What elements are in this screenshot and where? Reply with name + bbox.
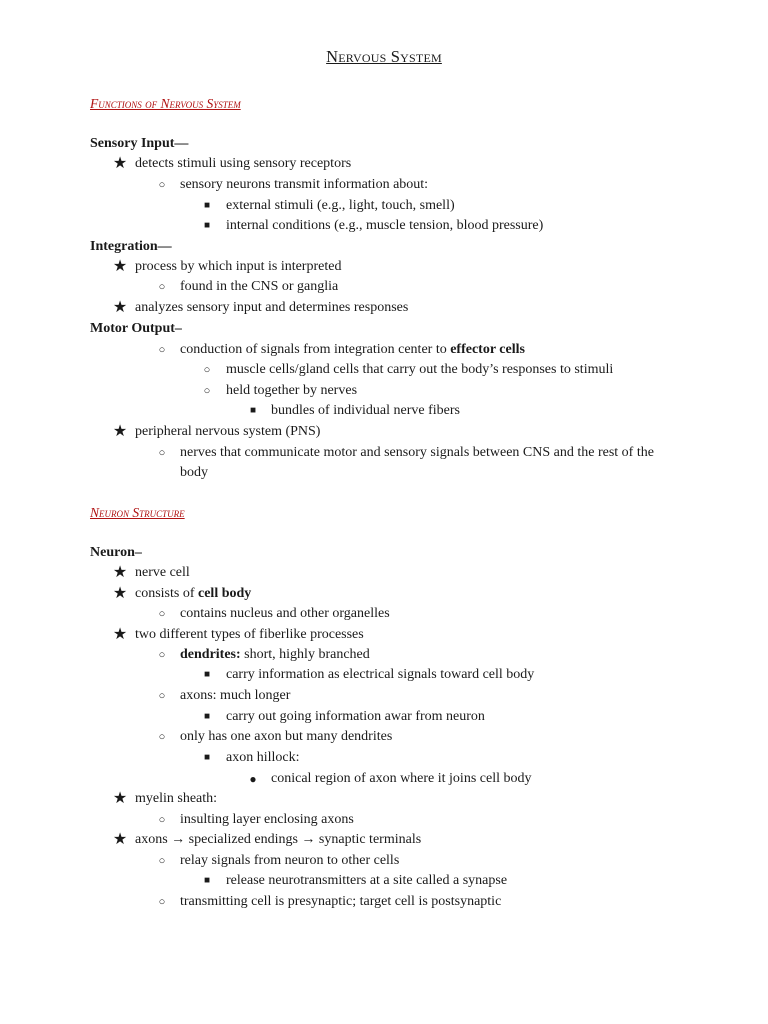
star-bullet-icon: ★ [112,564,128,581]
square-bullet-icon: ■ [203,875,211,886]
star-bullet-icon: ★ [112,299,128,316]
circle-bullet-icon: ○ [203,364,211,376]
section-heading-functions: Functions of Nervous System [90,96,241,111]
cell-body-term: cell body [198,586,252,601]
list-item: bundles of individual nerve fibers [271,403,460,418]
neuron-heading: Neuron– [90,545,142,560]
section-heading-neuron: Neuron Structure [90,505,185,520]
list-item: nerves that communicate motor and sensory signals between CNS and the rest of the body [180,445,654,480]
list-item: conical region of axon where it joins cell body [271,771,532,786]
circle-bullet-icon: ○ [158,344,166,356]
motor-output-heading: Motor Output– [90,321,182,336]
dot-bullet-icon: ● [249,772,257,786]
list-item [135,584,251,604]
effector-cells-term: effector cells [450,342,525,357]
list-item-text: consists of [135,586,198,601]
list-item: found in the CNS or ganglia [180,279,339,294]
list-item: internal conditions (e.g., muscle tension, blood pressure) [226,218,544,233]
list-item: nerve cell [135,565,190,580]
list-item: axons → specialized endings → synaptic terminals [135,832,422,847]
star-bullet-icon: ★ [112,585,128,602]
list-item: held together by nerves [226,383,358,398]
star-bullet-icon: ★ [112,258,128,275]
list-item: analyzes sensory input and determines responses [135,300,409,315]
list-item: muscle cells/gland cells that carry out the body’s responses to stimuli [226,362,614,377]
circle-bullet-icon: ○ [158,179,166,191]
list-item-text: conduction of signals from integration center to [180,342,451,357]
list-item [180,645,370,665]
integration-heading: Integration— [90,239,172,254]
list-item-text: short, highly branched [240,647,370,662]
circle-bullet-icon: ○ [158,649,166,661]
circle-bullet-icon: ○ [158,447,166,459]
square-bullet-icon: ■ [203,220,211,231]
list-item: contains nucleus and other organelles [180,606,390,621]
list-item: peripheral nervous system (PNS) [135,424,321,439]
list-item: sensory neurons transmit information about: [180,177,429,192]
list-item: detects stimuli using sensory receptors [135,156,352,171]
list-item: carry information as electrical signals toward cell body [226,667,535,682]
list-item: axons: much longer [180,688,291,703]
square-bullet-icon: ■ [249,405,257,416]
list-item [180,340,525,360]
list-item: transmitting cell is presynaptic; target cell is postsynaptic [180,894,502,909]
circle-bullet-icon: ○ [158,690,166,702]
circle-bullet-icon: ○ [158,896,166,908]
list-item: myelin sheath: [135,791,218,806]
list-item: only has one axon but many dendrites [180,729,393,744]
circle-bullet-icon: ○ [158,814,166,826]
circle-bullet-icon: ○ [158,608,166,620]
square-bullet-icon: ■ [203,669,211,680]
circle-bullet-icon: ○ [158,281,166,293]
square-bullet-icon: ■ [203,752,211,763]
list-item: process by which input is interpreted [135,259,342,274]
list-item: relay signals from neuron to other cells [180,853,400,868]
circle-bullet-icon: ○ [203,385,211,397]
page-title: Nervous System [326,47,442,66]
list-item: two different types of fiberlike processes [135,627,364,642]
list-item: axon hillock: [226,750,300,765]
list-item: external stimuli (e.g., light, touch, smell) [226,198,455,213]
list-item: carry out going information awar from neuron [226,709,485,724]
dendrites-term: dendrites: [180,647,241,662]
list-item: insulting layer enclosing axons [180,812,354,827]
circle-bullet-icon: ○ [158,731,166,743]
sensory-input-heading: Sensory Input— [90,136,189,151]
square-bullet-icon: ■ [203,711,211,722]
circle-bullet-icon: ○ [158,855,166,867]
star-bullet-icon: ★ [112,831,128,848]
star-bullet-icon: ★ [112,155,128,172]
star-bullet-icon: ★ [112,790,128,807]
star-bullet-icon: ★ [112,626,128,643]
star-bullet-icon: ★ [112,423,128,440]
square-bullet-icon: ■ [203,200,211,211]
list-item: release neurotransmitters at a site called a synapse [226,873,508,888]
